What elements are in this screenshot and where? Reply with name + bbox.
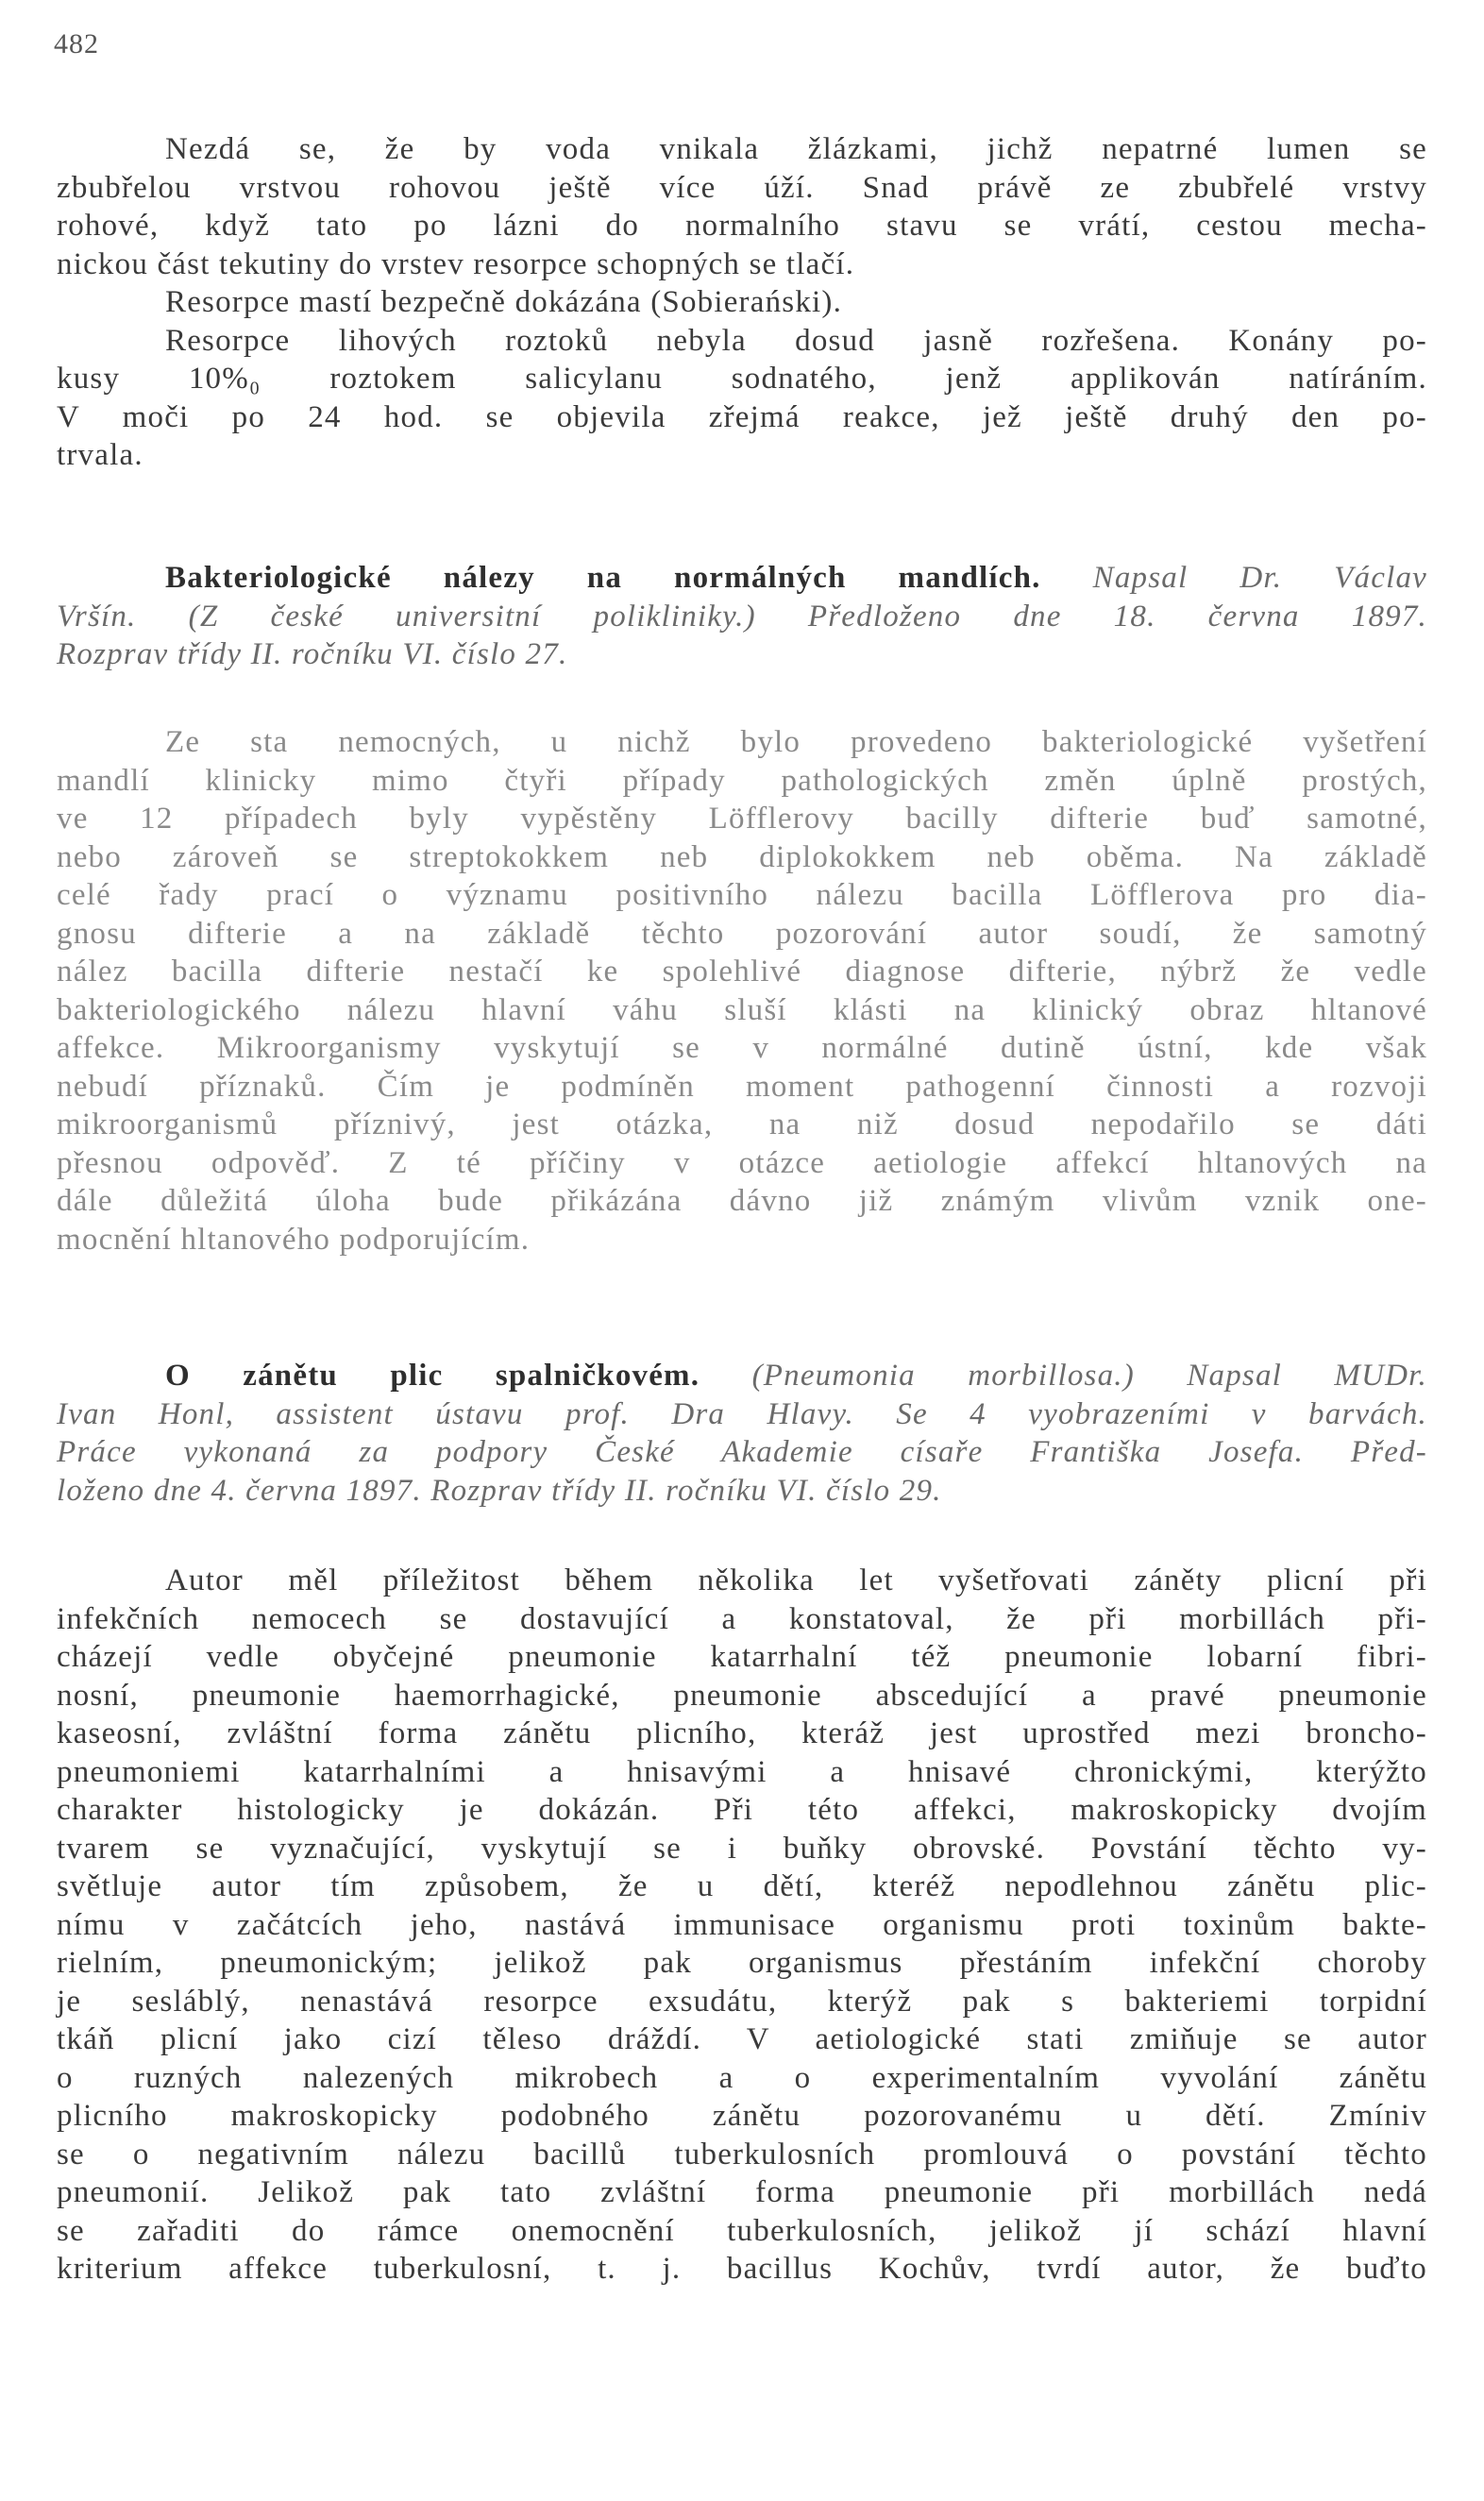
text-line: o ruzných nalezených mikrobech a o experimentalním vyvolání zánětu bbox=[57, 2060, 1427, 2095]
text-line: gnosu difterie a na základě těchto pozorování autor soudí, že samotný bbox=[57, 916, 1427, 951]
text-line: affekce. Mikroorganismy vyskytují se v normálné dutině ústní, kde však bbox=[57, 1031, 1427, 1065]
text-line: nosní, pneumonie haemorrhagické, pneumonie abscedující a pravé pneumonie bbox=[57, 1678, 1427, 1713]
section-2-body bbox=[57, 1562, 1427, 2289]
text-line: Ze sta nemocných, u nichž bylo provedeno bakteriologické vyšetření bbox=[165, 725, 1427, 759]
text-line: nickou část tekutiny do vrstev resorpce schopných se tlačí. bbox=[57, 246, 855, 281]
section-byline: (Pneumonia morbillosa.) Napsal MUDr. bbox=[700, 1359, 1427, 1393]
text-line: infekčních nemocech se dostavující a konstatoval, že při morbillách při- bbox=[57, 1601, 1427, 1636]
text-line: pneumonií. Jelikož pak tato zvláštní forma pneumonie při morbillách nedá bbox=[57, 2175, 1427, 2209]
section-byline: Napsal Dr. Václav bbox=[1040, 561, 1427, 595]
section-heading-line bbox=[57, 1357, 1427, 1395]
text-line: přesnou odpověď. Z té příčiny v otázce aetiologie affekcí hltanových na bbox=[57, 1145, 1427, 1180]
section-citation-line: Rozprav třídy II. ročníku VI. číslo 27. bbox=[57, 637, 568, 671]
section-title: Bakteriologické nálezy na normálných mandlích. bbox=[165, 561, 1041, 595]
text-line: nebudí příznaků. Čím je podmíněn moment pathogenní činnosti a rozvoji bbox=[57, 1069, 1427, 1104]
text-line: Nezdá se, že by voda vnikala žlázkami, jichž nepatrné lumen se bbox=[165, 132, 1427, 166]
text-line: rielním, pneumonickým; jelikož pak organismus přestáním infekční choroby bbox=[57, 1946, 1427, 1980]
section-bakteriologicke-nalezy bbox=[57, 559, 1427, 674]
text-line: tvarem se vyznačující, vyskytují se i buňky obrovské. Povstání těchto vy- bbox=[57, 1831, 1427, 1866]
text-line: světluje autor tím způsobem, že u dětí, kteréž nepodlehnou zánětu plic- bbox=[57, 1869, 1427, 1903]
text-line: dále důležitá úloha bude přikázána dávno již známým vlivům vznik one- bbox=[57, 1184, 1427, 1218]
text-line: kriterium affekce tuberkulosní, t. j. bacillus Kochův, tvrdí autor, že buďto bbox=[57, 2252, 1427, 2286]
text-line: nebo zároveň se streptokokkem neb diplokokkem neb oběma. Na základě bbox=[57, 839, 1427, 874]
text-line: bakteriologického nálezu hlavní váhu sluší klásti na klinický obraz hltanové bbox=[57, 992, 1427, 1027]
text-line: kusy 10%₀ roztokem salicylanu sodnatého, jenž applikován natíráním. bbox=[57, 362, 1427, 396]
section-1-body bbox=[57, 723, 1427, 1259]
text-line: Resorpce mastí bezpečně dokázána (Sobierański). bbox=[165, 285, 843, 319]
text-line: rohové, když tato po lázni do normalního stavu se vrátí, cestou mecha- bbox=[57, 209, 1427, 243]
text-line: je sesláblý, nenastává resorpce exsudátu, kterýž pak s bakteriemi torpidní bbox=[57, 1984, 1427, 2019]
text-line: pneumoniemi katarrhalními a hnisavými a hnisavé chronickými, kterýžto bbox=[57, 1754, 1427, 1789]
text-line: zbubřelou vrstvou rohovou ještě více úží. Snad právě ze zbubřelé vrstvy bbox=[57, 170, 1427, 205]
text-line: tkáň plicní jako cizí těleso dráždí. V aetiologické stati zmiňuje se autor bbox=[57, 2022, 1427, 2056]
section-citation-line: Vršín. (Z české universitní polikliniky.) Předloženo dne 18. června 1897. bbox=[57, 599, 1427, 634]
section-citation-line: Ivan Honl, assistent ústavu prof. Dra Hlavy. Se 4 vyobrazeními v barvách. bbox=[57, 1396, 1427, 1431]
paragraph-1 bbox=[57, 130, 1427, 475]
text-line: se zařaditi do rámce onemocnění tuberkulosních, jelikož jí schází hlavní bbox=[57, 2213, 1427, 2248]
text-line: cházejí vedle obyčejné pneumonie katarrhalní též pneumonie lobarní fibri- bbox=[57, 1640, 1427, 1674]
text-line: se o negativním nálezu bacillů tuberkulosních promlouvá o povstání těchto bbox=[57, 2137, 1427, 2171]
text-line: Autor měl příležitost během několika let vyšetřovati záněty plicní při bbox=[165, 1563, 1427, 1597]
text-line: mandlí klinicky mimo čtyři případy pathologických změn úplně prostých, bbox=[57, 763, 1427, 798]
text-line: Resorpce lihových roztoků nebyla dosud jasně rozřešena. Konány po- bbox=[165, 323, 1427, 358]
section-citation-line: Práce vykonaná za podpory České Akademie císaře Františka Josefa. Před- bbox=[57, 1435, 1427, 1469]
text-line: plicního makroskopicky podobného zánětu pozorovanému u dětí. Zmíniv bbox=[57, 2099, 1427, 2133]
text-line: trvala. bbox=[57, 438, 143, 472]
text-line: nímu v začátcích jeho, nastává immunisace organismu proti toxinům bakte- bbox=[57, 1907, 1427, 1942]
text-line: mikroorganismů příznivý, jest otázka, na niž dosud nepodařilo se dáti bbox=[57, 1107, 1427, 1141]
section-heading-line bbox=[57, 559, 1427, 598]
section-title: O zánětu plic spalničkovém. bbox=[165, 1359, 700, 1393]
section-citation-line: loženo dne 4. června 1897. Rozprav třídy II. ročníku VI. číslo 29. bbox=[57, 1473, 942, 1508]
page-number: 482 bbox=[54, 28, 99, 59]
text-line: charakter histologicky je dokázán. Při této affekci, makroskopicky dvojím bbox=[57, 1793, 1427, 1827]
text-line: ve 12 případech byly vypěstěny Löfflerovy bacilly difterie buď samotné, bbox=[57, 802, 1427, 836]
text-line: kaseosní, zvláštní forma zánětu plicního, kteráž jest uprostřed mezi broncho- bbox=[57, 1716, 1427, 1750]
text-line: V moči po 24 hod. se objevila zřejmá reakce, jež ještě druhý den po- bbox=[57, 399, 1427, 434]
text-line: nález bacilla difterie nestačí ke spolehlivé diagnose difterie, nýbrž že vedle bbox=[57, 955, 1427, 989]
text-line: mocnění hltanového podporujícím. bbox=[57, 1222, 531, 1257]
section-zanet-plic bbox=[57, 1357, 1427, 1510]
text-line: celé řady prací o významu positivního nálezu bacilla Löfflerova pro dia- bbox=[57, 878, 1427, 912]
